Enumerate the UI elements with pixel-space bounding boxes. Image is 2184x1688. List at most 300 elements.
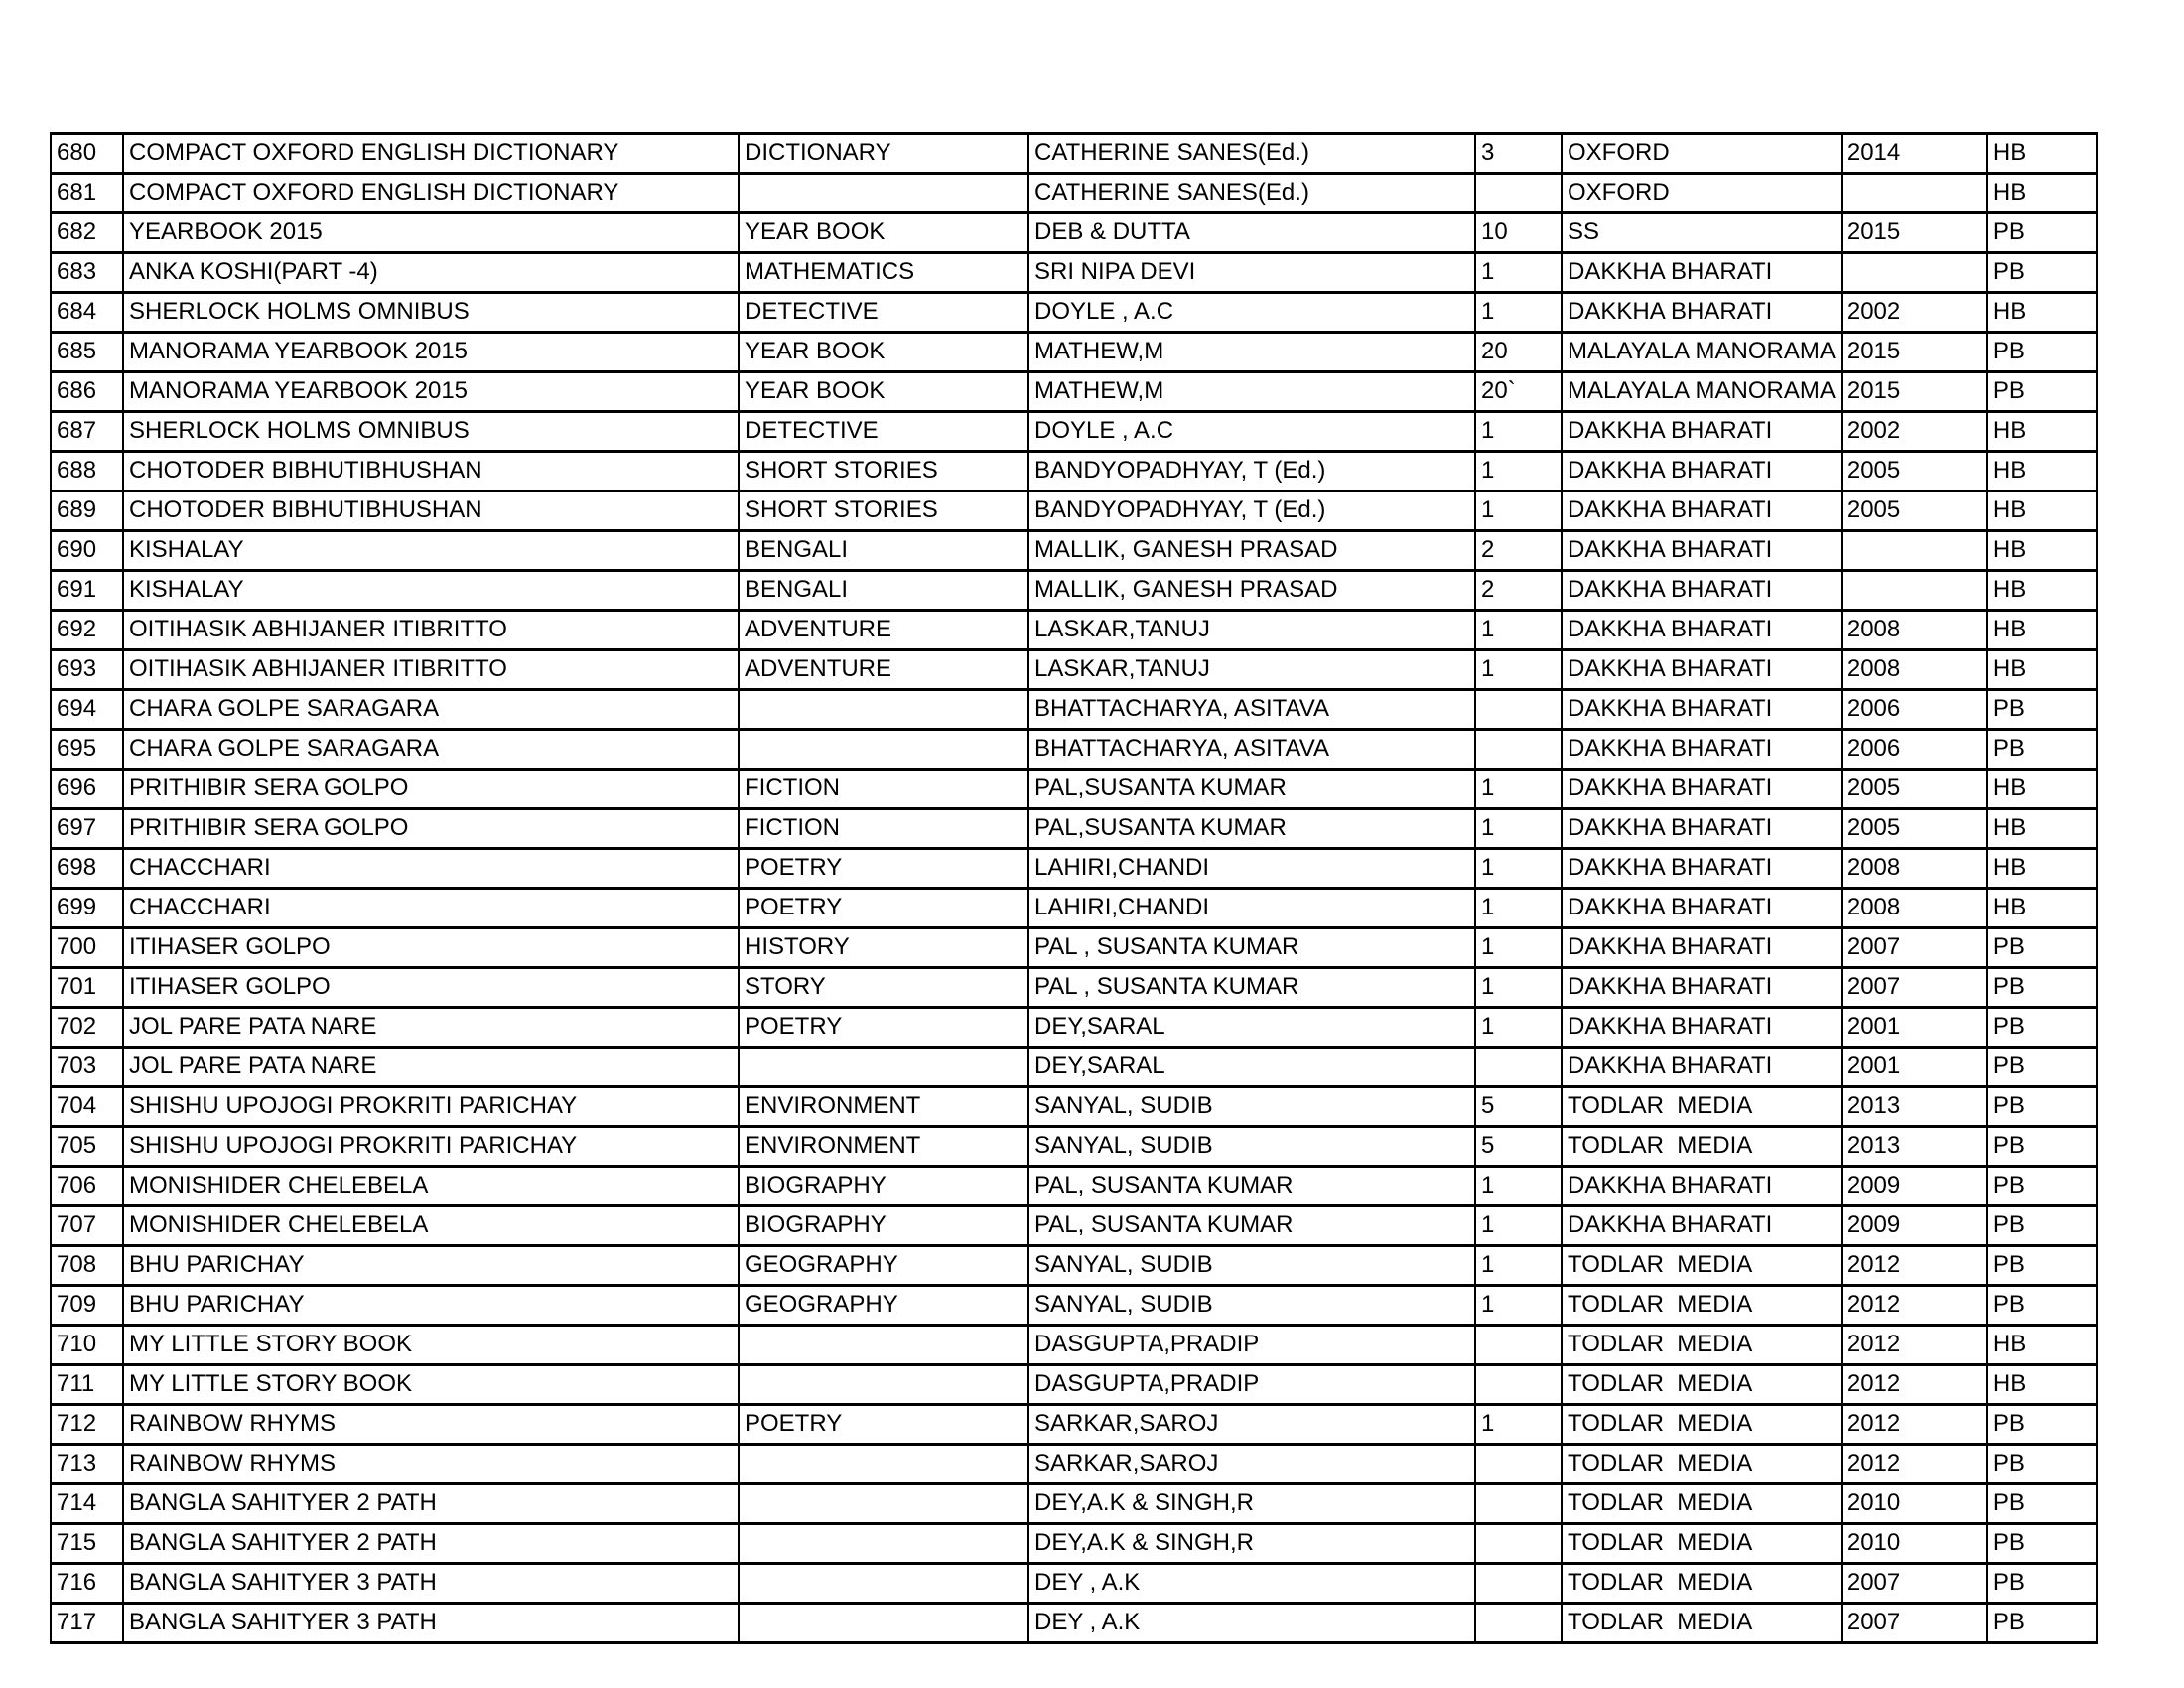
cell-author: BANDYOPADHYAY, T (Ed.) — [1028, 492, 1475, 531]
cell-serial-number: 697 — [51, 809, 123, 849]
cell-publisher: DAKKHA BHARATI — [1562, 650, 1842, 690]
cell-year: 2012 — [1842, 1365, 1987, 1405]
cell-publisher: DAKKHA BHARATI — [1562, 1008, 1842, 1048]
cell-serial-number: 707 — [51, 1206, 123, 1246]
cell-title: COMPACT OXFORD ENGLISH DICTIONARY — [123, 134, 739, 174]
cell-binding: PB — [1987, 1484, 2097, 1524]
cell-author: SANYAL, SUDIB — [1028, 1246, 1475, 1286]
cell-year: 2012 — [1842, 1326, 1987, 1365]
cell-quantity: 1 — [1475, 611, 1562, 650]
cell-year: 2007 — [1842, 1564, 1987, 1604]
cell-author: LAHIRI,CHANDI — [1028, 849, 1475, 889]
cell-year: 2006 — [1842, 690, 1987, 730]
cell-quantity: 1 — [1475, 849, 1562, 889]
cell-category — [739, 1604, 1028, 1643]
cell-binding: PB — [1987, 1445, 2097, 1484]
cell-serial-number: 701 — [51, 968, 123, 1008]
table-row — [51, 1246, 2097, 1286]
cell-title: BANGLA SAHITYER 2 PATH — [123, 1524, 739, 1564]
table-row — [51, 213, 2097, 253]
table-row — [51, 730, 2097, 770]
cell-serial-number: 694 — [51, 690, 123, 730]
cell-quantity: 5 — [1475, 1127, 1562, 1167]
book-table-body — [51, 134, 2097, 1643]
cell-binding: PB — [1987, 1286, 2097, 1326]
cell-serial-number: 680 — [51, 134, 123, 174]
cell-category: GEOGRAPHY — [739, 1246, 1028, 1286]
cell-author: SANYAL, SUDIB — [1028, 1087, 1475, 1127]
cell-title: OITIHASIK ABHIJANER ITIBRITTO — [123, 611, 739, 650]
book-register-table — [50, 132, 2098, 1644]
cell-category — [739, 1564, 1028, 1604]
cell-binding: PB — [1987, 1564, 2097, 1604]
cell-category: POETRY — [739, 1008, 1028, 1048]
table-row — [51, 1326, 2097, 1365]
cell-quantity — [1475, 1445, 1562, 1484]
cell-publisher: OXFORD — [1562, 174, 1842, 213]
cell-title: SHISHU UPOJOGI PROKRITI PARICHAY — [123, 1127, 739, 1167]
cell-binding: PB — [1987, 253, 2097, 293]
cell-publisher: OXFORD — [1562, 134, 1842, 174]
cell-publisher: DAKKHA BHARATI — [1562, 770, 1842, 809]
cell-serial-number: 712 — [51, 1405, 123, 1445]
table-row — [51, 1167, 2097, 1206]
cell-year: 2015 — [1842, 372, 1987, 412]
cell-quantity: 3 — [1475, 134, 1562, 174]
cell-title: CHARA GOLPE SARAGARA — [123, 690, 739, 730]
cell-serial-number: 708 — [51, 1246, 123, 1286]
cell-author: SARKAR,SAROJ — [1028, 1445, 1475, 1484]
cell-serial-number: 695 — [51, 730, 123, 770]
table-row — [51, 1524, 2097, 1564]
cell-quantity: 1 — [1475, 1206, 1562, 1246]
cell-title: BHU PARICHAY — [123, 1286, 739, 1326]
table-row — [51, 650, 2097, 690]
cell-serial-number: 681 — [51, 174, 123, 213]
cell-category — [739, 1326, 1028, 1365]
cell-author: DEY,SARAL — [1028, 1048, 1475, 1087]
cell-binding: PB — [1987, 928, 2097, 968]
cell-author: LAHIRI,CHANDI — [1028, 889, 1475, 928]
cell-year: 2007 — [1842, 928, 1987, 968]
cell-quantity: 1 — [1475, 253, 1562, 293]
cell-year: 2008 — [1842, 889, 1987, 928]
cell-year: 2005 — [1842, 770, 1987, 809]
cell-category — [739, 174, 1028, 213]
cell-publisher: DAKKHA BHARATI — [1562, 809, 1842, 849]
cell-category: POETRY — [739, 849, 1028, 889]
cell-serial-number: 690 — [51, 531, 123, 571]
cell-quantity: 20 — [1475, 333, 1562, 372]
table-row — [51, 531, 2097, 571]
cell-serial-number: 709 — [51, 1286, 123, 1326]
cell-publisher: TODLAR MEDIA — [1562, 1326, 1842, 1365]
cell-author: LASKAR,TANUJ — [1028, 611, 1475, 650]
cell-author: CATHERINE SANES(Ed.) — [1028, 134, 1475, 174]
table-row — [51, 293, 2097, 333]
cell-year: 2005 — [1842, 492, 1987, 531]
cell-quantity — [1475, 1365, 1562, 1405]
cell-title: MANORAMA YEARBOOK 2015 — [123, 333, 739, 372]
cell-category: DETECTIVE — [739, 412, 1028, 452]
cell-serial-number: 693 — [51, 650, 123, 690]
cell-serial-number: 689 — [51, 492, 123, 531]
cell-title: RAINBOW RHYMS — [123, 1445, 739, 1484]
cell-year: 2012 — [1842, 1445, 1987, 1484]
table-row — [51, 492, 2097, 531]
cell-quantity: 1 — [1475, 928, 1562, 968]
cell-category — [739, 1365, 1028, 1405]
cell-author: PAL,SUSANTA KUMAR — [1028, 770, 1475, 809]
cell-author: DEY,A.K & SINGH,R — [1028, 1484, 1475, 1524]
cell-title: SHERLOCK HOLMS OMNIBUS — [123, 293, 739, 333]
cell-serial-number: 696 — [51, 770, 123, 809]
cell-publisher: DAKKHA BHARATI — [1562, 452, 1842, 492]
cell-serial-number: 684 — [51, 293, 123, 333]
cell-binding: HB — [1987, 1365, 2097, 1405]
cell-category — [739, 1445, 1028, 1484]
cell-title: PRITHIBIR SERA GOLPO — [123, 809, 739, 849]
cell-binding: HB — [1987, 492, 2097, 531]
cell-publisher: TODLAR MEDIA — [1562, 1604, 1842, 1643]
cell-year: 2008 — [1842, 849, 1987, 889]
cell-quantity: 1 — [1475, 889, 1562, 928]
cell-year: 2015 — [1842, 213, 1987, 253]
cell-author: SRI NIPA DEVI — [1028, 253, 1475, 293]
cell-publisher: TODLAR MEDIA — [1562, 1286, 1842, 1326]
cell-binding: HB — [1987, 452, 2097, 492]
cell-category: POETRY — [739, 1405, 1028, 1445]
cell-year: 2001 — [1842, 1048, 1987, 1087]
table-row — [51, 1127, 2097, 1167]
cell-binding: HB — [1987, 571, 2097, 611]
cell-author: MALLIK, GANESH PRASAD — [1028, 531, 1475, 571]
cell-binding: PB — [1987, 968, 2097, 1008]
cell-year — [1842, 571, 1987, 611]
cell-publisher: TODLAR MEDIA — [1562, 1405, 1842, 1445]
cell-serial-number: 715 — [51, 1524, 123, 1564]
cell-binding: PB — [1987, 1604, 2097, 1643]
cell-author: DASGUPTA,PRADIP — [1028, 1365, 1475, 1405]
cell-category: YEAR BOOK — [739, 372, 1028, 412]
cell-title: RAINBOW RHYMS — [123, 1405, 739, 1445]
cell-publisher: TODLAR MEDIA — [1562, 1484, 1842, 1524]
cell-title: KISHALAY — [123, 571, 739, 611]
cell-quantity: 2 — [1475, 531, 1562, 571]
cell-serial-number: 717 — [51, 1604, 123, 1643]
table-row — [51, 1365, 2097, 1405]
table-row — [51, 1564, 2097, 1604]
cell-binding: HB — [1987, 611, 2097, 650]
table-row — [51, 611, 2097, 650]
cell-binding: HB — [1987, 849, 2097, 889]
table-row — [51, 1008, 2097, 1048]
cell-binding: PB — [1987, 1087, 2097, 1127]
cell-quantity — [1475, 690, 1562, 730]
cell-publisher: MALAYALA MANORAMA — [1562, 333, 1842, 372]
table-row — [51, 1484, 2097, 1524]
table-row — [51, 1405, 2097, 1445]
cell-quantity: 1 — [1475, 492, 1562, 531]
cell-publisher: TODLAR MEDIA — [1562, 1564, 1842, 1604]
table-row — [51, 253, 2097, 293]
cell-author: MALLIK, GANESH PRASAD — [1028, 571, 1475, 611]
cell-author: PAL , SUSANTA KUMAR — [1028, 928, 1475, 968]
table-row — [51, 809, 2097, 849]
cell-publisher: SS — [1562, 213, 1842, 253]
cell-binding: PB — [1987, 333, 2097, 372]
cell-title: CHACCHARI — [123, 889, 739, 928]
cell-binding: HB — [1987, 293, 2097, 333]
cell-year: 2002 — [1842, 412, 1987, 452]
table-row — [51, 412, 2097, 452]
cell-category — [739, 1524, 1028, 1564]
cell-quantity: 1 — [1475, 1405, 1562, 1445]
cell-title: CHOTODER BIBHUTIBHUSHAN — [123, 492, 739, 531]
cell-quantity: 1 — [1475, 1008, 1562, 1048]
cell-author: BHATTACHARYA, ASITAVA — [1028, 690, 1475, 730]
cell-year: 2012 — [1842, 1246, 1987, 1286]
cell-publisher: DAKKHA BHARATI — [1562, 492, 1842, 531]
cell-year: 2010 — [1842, 1484, 1987, 1524]
cell-title: MANORAMA YEARBOOK 2015 — [123, 372, 739, 412]
cell-year: 2001 — [1842, 1008, 1987, 1048]
table-row — [51, 770, 2097, 809]
cell-quantity: 1 — [1475, 650, 1562, 690]
cell-binding: PB — [1987, 1048, 2097, 1087]
cell-quantity: 1 — [1475, 1167, 1562, 1206]
cell-category: FICTION — [739, 809, 1028, 849]
cell-title: JOL PARE PATA NARE — [123, 1008, 739, 1048]
cell-publisher: DAKKHA BHARATI — [1562, 531, 1842, 571]
cell-serial-number: 703 — [51, 1048, 123, 1087]
cell-category — [739, 730, 1028, 770]
table-row — [51, 134, 2097, 174]
table-row — [51, 174, 2097, 213]
cell-title: BANGLA SAHITYER 3 PATH — [123, 1604, 739, 1643]
cell-category: MATHEMATICS — [739, 253, 1028, 293]
table-row — [51, 571, 2097, 611]
cell-category: BIOGRAPHY — [739, 1167, 1028, 1206]
table-row — [51, 690, 2097, 730]
cell-title: COMPACT OXFORD ENGLISH DICTIONARY — [123, 174, 739, 213]
cell-author: PAL,SUSANTA KUMAR — [1028, 809, 1475, 849]
cell-title: SHERLOCK HOLMS OMNIBUS — [123, 412, 739, 452]
cell-quantity: 1 — [1475, 968, 1562, 1008]
cell-binding: PB — [1987, 1206, 2097, 1246]
cell-quantity — [1475, 1564, 1562, 1604]
cell-year: 2008 — [1842, 650, 1987, 690]
document-sheet — [50, 132, 2098, 1644]
cell-category — [739, 1484, 1028, 1524]
cell-quantity: 1 — [1475, 1286, 1562, 1326]
table-row — [51, 372, 2097, 412]
cell-author: DEY , A.K — [1028, 1604, 1475, 1643]
cell-category: BENGALI — [739, 531, 1028, 571]
cell-year: 2006 — [1842, 730, 1987, 770]
cell-quantity — [1475, 1524, 1562, 1564]
cell-year: 2008 — [1842, 611, 1987, 650]
cell-quantity — [1475, 730, 1562, 770]
cell-binding: PB — [1987, 1405, 2097, 1445]
cell-year: 2013 — [1842, 1127, 1987, 1167]
cell-binding: HB — [1987, 889, 2097, 928]
cell-serial-number: 710 — [51, 1326, 123, 1365]
cell-category: SHORT STORIES — [739, 492, 1028, 531]
cell-publisher: DAKKHA BHARATI — [1562, 928, 1842, 968]
cell-author: DASGUPTA,PRADIP — [1028, 1326, 1475, 1365]
cell-serial-number: 698 — [51, 849, 123, 889]
cell-publisher: DAKKHA BHARATI — [1562, 1048, 1842, 1087]
cell-title: SHISHU UPOJOGI PROKRITI PARICHAY — [123, 1087, 739, 1127]
cell-title: CHOTODER BIBHUTIBHUSHAN — [123, 452, 739, 492]
cell-serial-number: 692 — [51, 611, 123, 650]
table-row — [51, 849, 2097, 889]
cell-publisher: TODLAR MEDIA — [1562, 1087, 1842, 1127]
table-row — [51, 889, 2097, 928]
cell-year: 2014 — [1842, 134, 1987, 174]
cell-publisher: TODLAR MEDIA — [1562, 1445, 1842, 1484]
cell-serial-number: 691 — [51, 571, 123, 611]
cell-binding: PB — [1987, 1524, 2097, 1564]
cell-serial-number: 685 — [51, 333, 123, 372]
cell-publisher: MALAYALA MANORAMA — [1562, 372, 1842, 412]
cell-binding: PB — [1987, 1167, 2097, 1206]
cell-title: MONISHIDER CHELEBELA — [123, 1167, 739, 1206]
cell-serial-number: 706 — [51, 1167, 123, 1206]
cell-quantity: 1 — [1475, 770, 1562, 809]
cell-year: 2007 — [1842, 968, 1987, 1008]
cell-author: DEY,A.K & SINGH,R — [1028, 1524, 1475, 1564]
cell-publisher: DAKKHA BHARATI — [1562, 253, 1842, 293]
cell-serial-number: 716 — [51, 1564, 123, 1604]
cell-quantity — [1475, 1484, 1562, 1524]
cell-serial-number: 700 — [51, 928, 123, 968]
cell-category: YEAR BOOK — [739, 213, 1028, 253]
cell-author: MATHEW,M — [1028, 372, 1475, 412]
cell-binding: HB — [1987, 134, 2097, 174]
cell-binding: HB — [1987, 412, 2097, 452]
cell-quantity — [1475, 174, 1562, 213]
cell-category: ENVIRONMENT — [739, 1087, 1028, 1127]
cell-category: BENGALI — [739, 571, 1028, 611]
cell-publisher: DAKKHA BHARATI — [1562, 571, 1842, 611]
cell-quantity: 1 — [1475, 452, 1562, 492]
cell-year: 2009 — [1842, 1206, 1987, 1246]
cell-serial-number: 687 — [51, 412, 123, 452]
cell-year: 2005 — [1842, 452, 1987, 492]
cell-author: BHATTACHARYA, ASITAVA — [1028, 730, 1475, 770]
cell-year: 2013 — [1842, 1087, 1987, 1127]
cell-publisher: DAKKHA BHARATI — [1562, 889, 1842, 928]
cell-serial-number: 702 — [51, 1008, 123, 1048]
table-row — [51, 1087, 2097, 1127]
cell-binding: PB — [1987, 372, 2097, 412]
cell-category: ENVIRONMENT — [739, 1127, 1028, 1167]
cell-binding: PB — [1987, 1008, 2097, 1048]
cell-year: 2009 — [1842, 1167, 1987, 1206]
cell-binding: PB — [1987, 213, 2097, 253]
cell-title: ANKA KOSHI(PART -4) — [123, 253, 739, 293]
cell-quantity: 1 — [1475, 1246, 1562, 1286]
table-row — [51, 333, 2097, 372]
cell-category: HISTORY — [739, 928, 1028, 968]
cell-serial-number: 705 — [51, 1127, 123, 1167]
cell-publisher: DAKKHA BHARATI — [1562, 1167, 1842, 1206]
cell-quantity — [1475, 1326, 1562, 1365]
table-row — [51, 1206, 2097, 1246]
cell-category: YEAR BOOK — [739, 333, 1028, 372]
table-row — [51, 1445, 2097, 1484]
cell-category: DETECTIVE — [739, 293, 1028, 333]
cell-category: GEOGRAPHY — [739, 1286, 1028, 1326]
cell-serial-number: 682 — [51, 213, 123, 253]
cell-publisher: DAKKHA BHARATI — [1562, 611, 1842, 650]
table-row — [51, 928, 2097, 968]
cell-year — [1842, 174, 1987, 213]
cell-title: CHARA GOLPE SARAGARA — [123, 730, 739, 770]
cell-title: OITIHASIK ABHIJANER ITIBRITTO — [123, 650, 739, 690]
cell-binding: PB — [1987, 730, 2097, 770]
cell-publisher: TODLAR MEDIA — [1562, 1365, 1842, 1405]
cell-binding: HB — [1987, 531, 2097, 571]
cell-publisher: DAKKHA BHARATI — [1562, 968, 1842, 1008]
cell-author: SANYAL, SUDIB — [1028, 1286, 1475, 1326]
cell-author: DEY,SARAL — [1028, 1008, 1475, 1048]
table-row — [51, 1604, 2097, 1643]
cell-author: LASKAR,TANUJ — [1028, 650, 1475, 690]
cell-publisher: TODLAR MEDIA — [1562, 1524, 1842, 1564]
cell-category: DICTIONARY — [739, 134, 1028, 174]
cell-binding: HB — [1987, 809, 2097, 849]
cell-year: 2015 — [1842, 333, 1987, 372]
cell-title: MONISHIDER CHELEBELA — [123, 1206, 739, 1246]
table-row — [51, 968, 2097, 1008]
cell-category: FICTION — [739, 770, 1028, 809]
cell-author: BANDYOPADHYAY, T (Ed.) — [1028, 452, 1475, 492]
cell-year: 2010 — [1842, 1524, 1987, 1564]
cell-title: BANGLA SAHITYER 2 PATH — [123, 1484, 739, 1524]
cell-title: MY LITTLE STORY BOOK — [123, 1365, 739, 1405]
cell-publisher: DAKKHA BHARATI — [1562, 293, 1842, 333]
cell-quantity: 2 — [1475, 571, 1562, 611]
cell-publisher: DAKKHA BHARATI — [1562, 412, 1842, 452]
cell-binding: HB — [1987, 770, 2097, 809]
cell-quantity — [1475, 1048, 1562, 1087]
table-row — [51, 1286, 2097, 1326]
cell-publisher: DAKKHA BHARATI — [1562, 730, 1842, 770]
cell-author: DEY , A.K — [1028, 1564, 1475, 1604]
cell-author: SARKAR,SAROJ — [1028, 1405, 1475, 1445]
cell-category — [739, 690, 1028, 730]
cell-author: MATHEW,M — [1028, 333, 1475, 372]
cell-author: DEB & DUTTA — [1028, 213, 1475, 253]
cell-publisher: DAKKHA BHARATI — [1562, 849, 1842, 889]
cell-serial-number: 713 — [51, 1445, 123, 1484]
table-row — [51, 1048, 2097, 1087]
cell-serial-number: 711 — [51, 1365, 123, 1405]
cell-year: 2012 — [1842, 1405, 1987, 1445]
cell-title: ITIHASER GOLPO — [123, 928, 739, 968]
cell-category: STORY — [739, 968, 1028, 1008]
cell-binding: PB — [1987, 1246, 2097, 1286]
cell-year: 2002 — [1842, 293, 1987, 333]
cell-quantity: 10 — [1475, 213, 1562, 253]
cell-year: 2012 — [1842, 1286, 1987, 1326]
cell-binding: HB — [1987, 174, 2097, 213]
cell-serial-number: 714 — [51, 1484, 123, 1524]
cell-title: CHACCHARI — [123, 849, 739, 889]
